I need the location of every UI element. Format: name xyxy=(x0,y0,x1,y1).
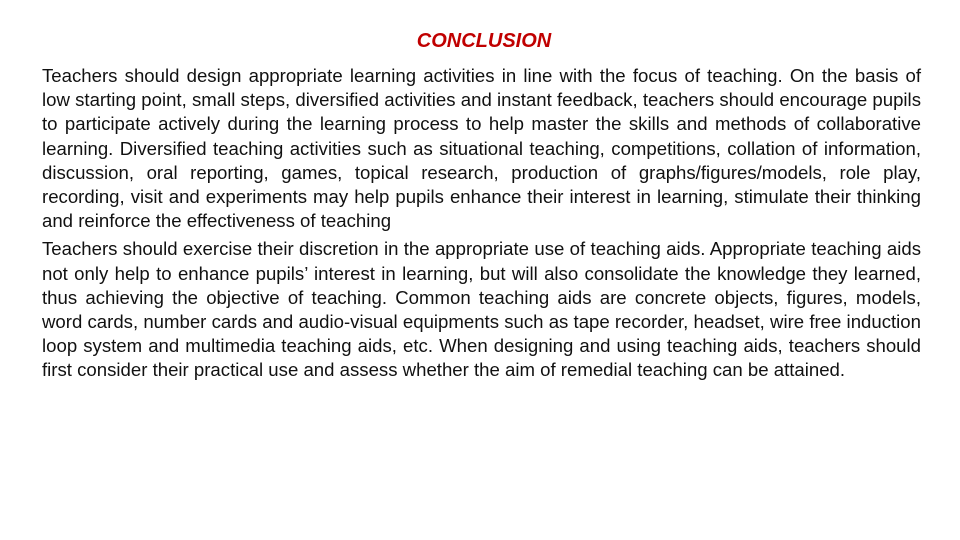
slide-title: CONCLUSION xyxy=(416,30,552,52)
paragraph-learning-activities: Teachers should design appropriate learning activities in line with the focus of teaching. On the basis of low starting point, small steps, diversified activities and instant feedback, teachers should encourage pupils to participate actively during the learning process to help master the skills and methods of collaborative learning. Diversified teaching activities such as situational teaching, competitions, collation of information, discussion, oral reporting, games, topical research, production of graphs/figures/models, role play, recording, visit and experiments may help pupils enhance their interest in learning, stimulate their thinking and reinforce the effectiveness of teaching xyxy=(42,65,921,232)
paragraph-teaching-aids: Teachers should exercise their discretion in the appropriate use of teaching aids. Appropriate teaching aids not only help to enhance pupils’ interest in learning, but will also consolidate the knowledge they learned, thus achieving the objective of teaching. Common teaching aids are concrete objects, figures, models, word cards, number cards and audio-visual equipments such as tape recorder, headset, wire free induction loop system and multimedia teaching aids, etc. When designing and using teaching aids, teachers should first consider their practical use and assess whether the aim of remedial teaching can be attained. xyxy=(42,238,921,381)
slide-body xyxy=(42,64,921,383)
